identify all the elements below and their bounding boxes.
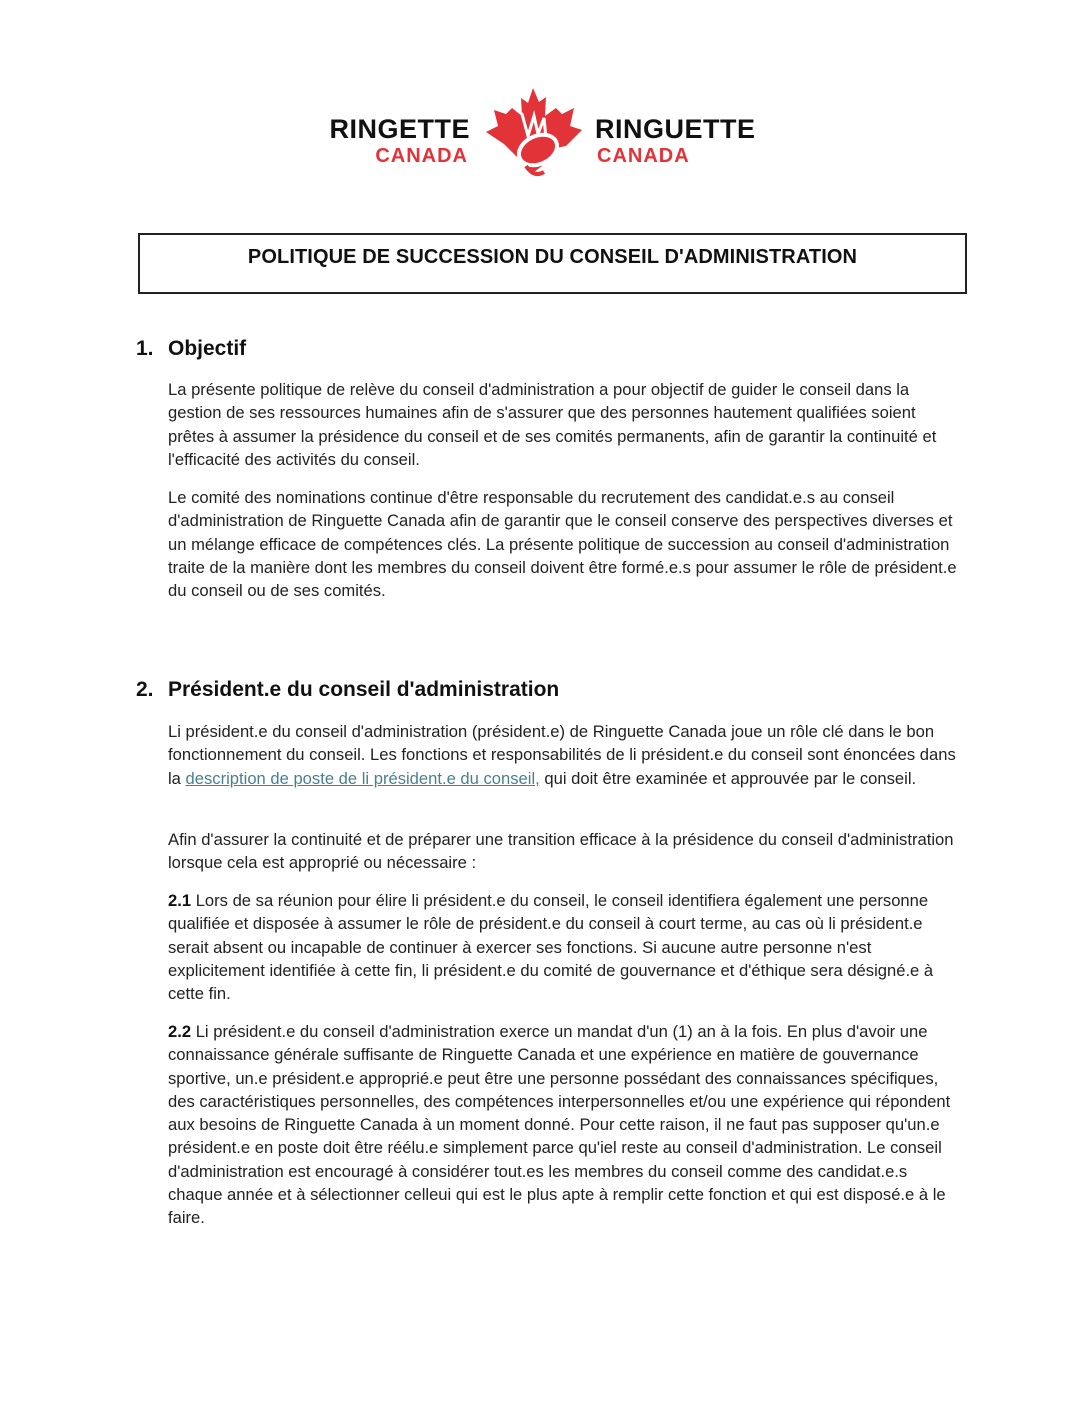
section-2-heading <box>136 678 559 702</box>
section-2-intro-paragraph <box>168 720 963 790</box>
section-2-number: 2. <box>136 678 154 701</box>
document-title-box <box>138 233 967 294</box>
section-1-heading <box>136 337 246 361</box>
logo-french-bottom: CANADA <box>597 145 690 167</box>
chair-job-description-link[interactable]: description de poste de li président.e du conseil, <box>185 768 540 788</box>
clause-2-2 <box>168 1020 963 1230</box>
clause-2-1 <box>168 889 963 1005</box>
logo-french-wordmark <box>595 116 775 166</box>
ringette-canada-logo <box>320 86 770 182</box>
section-1-paragraph-2: Le comité des nominations continue d'être responsable du recrutement des candidat.e.s au conseil d'administration de Ringuette Canada afin de garantir que le conseil conserve des perspectives diverses et un mélange efficace de compétences clés. La présente politique de succession au conseil d'administration traite de la manière dont les membres du conseil doivent être formé.e.s pour assumer le rôle de président.e du conseil ou de ses comités. <box>168 488 957 601</box>
clause-2-2-text: Li président.e du conseil d'administration exerce un mandat d'un (1) an à la fois. En plus d'avoir une connaissance générale suffisante de Ringuette Canada et une expérience en matière de gouvernance sportive, un.e président.e approprié.e peut être une personne possédant des connaissances spécifiques, des caractéristiques personnelles, des compétences interpersonnelles et/ou une expérience qui répondent aux besoins de Ringuette Canada à un moment donné. Pour cette raison, il ne faut pas supposer qu'un.e président.e en poste doit être réélu.e simplement parce qu'iel reste au conseil d'administration. Le conseil d'administration est encouragé à considérer tout.es les membres du conseil comme des candidat.e.s chaque année et à sélectionner celleui qui est le plus apte à remplir cette fonction et qui est disposé.e à le faire. <box>168 1022 951 1228</box>
clause-2-1-number: 2.1 <box>168 891 192 910</box>
logo-english-top: RINGETTE <box>329 114 470 144</box>
intro-text-before-link: Li président.e du conseil d'administration (président.e) de Ringuette Canada joue un rôle clé dans le bon fonctionnement du conseil. Les fonctions et responsabilités de li président.e du conseil sont énoncées dans la <box>168 722 956 788</box>
intro-text-after-link: qui doit être examinée et approuvée par le conseil. <box>539 768 917 788</box>
section-1-title: Objectif <box>168 337 247 360</box>
logo-french-top: RINGUETTE <box>595 114 756 144</box>
section-2-lead-in: Afin d'assurer la continuité et de préparer une transition efficace à la présidence du conseil d'administration lorsque cela est approprié ou nécessaire : <box>168 830 954 873</box>
clause-2-2-number: 2.2 <box>168 1022 192 1041</box>
document-title: POLITIQUE DE SUCCESSION DU CONSEIL D'ADMINISTRATION <box>247 246 858 268</box>
maple-leaf-ringette-ring-icon <box>482 86 584 180</box>
section-1-number: 1. <box>136 337 154 360</box>
section-2-title: Président.e du conseil d'administration <box>168 678 560 701</box>
logo-english-wordmark <box>320 116 470 166</box>
section-1-paragraph-1: La présente politique de relève du conseil d'administration a pour objectif de guider le conseil dans la gestion de ses ressources humaines afin de s'assurer que des personnes hautement qualifiées soient prêtes à assumer la présidence du conseil et de ses comités permanents, afin de garantir la continuité et l'efficacité des activités du conseil. <box>168 380 937 469</box>
clause-2-1-text: Lors de sa réunion pour élire li président.e du conseil, le conseil identifiera également une personne qualifiée et disposée à assumer le rôle de président.e du conseil à court terme, au cas où li président.e serait absent ou incapable de continuer à exercer ses fonctions. Si aucune autre personne n'est explicitement identifiée à cette fin, li président.e du comité de gouvernance et d'éthique sera désigné.e à cette fin. <box>168 891 934 1004</box>
logo-english-bottom: CANADA <box>375 145 468 167</box>
